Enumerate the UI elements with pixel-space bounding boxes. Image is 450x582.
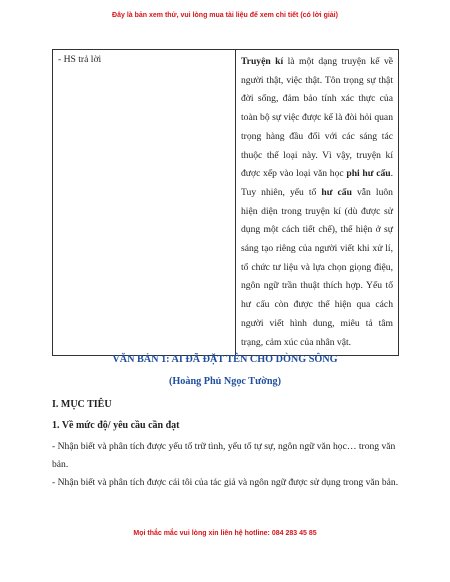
definition-text-3: vẫn luôn hiện diện trong truyện kí (dù được sử dụng một cách tiết chế), thể hiện ở sự sáng tạo riêng của người viết khi xử lí, tổ chức tư liệu và lựa chọn giọng điệu, ngôn ngữ trần thuật thích hợp. Yếu tố hư cấu còn được thể hiện qua cách người viết hình dung, miêu tả tâm trạng, cảm xúc của nhân vật. xyxy=(241,186,393,348)
section-heading: I. MỤC TIÊU xyxy=(52,399,112,410)
term-truyen-ki: Truyện kí xyxy=(241,56,284,67)
definition-text-2: . Tuy nhiên, yếu tố xyxy=(241,168,393,198)
term-phi-hu-cau: phi hư cấu xyxy=(346,168,391,180)
content-table xyxy=(52,49,399,356)
author-name: (Hoàng Phủ Ngọc Tường) xyxy=(168,376,282,387)
bullet-item: - Nhận biết và phân tích được yếu tố trữ tình, yếu tố tự sự, ngôn ngữ văn học… trong văn bản. xyxy=(52,441,396,470)
definition-cell xyxy=(236,50,399,356)
hotline-notice: Mọi thắc mắc vui lòng xin liên hệ hotline: 084 283 45 85 xyxy=(133,530,317,537)
student-answer-cell: - HS trả lời xyxy=(53,50,236,356)
text-title: VĂN BẢN 1: AI ĐÃ ĐẶT TÊN CHO DÒNG SÔNG xyxy=(112,354,338,365)
subsection-heading: 1. Về mức độ/ yêu cầu cần đạt xyxy=(52,420,180,431)
term-hu-cau: hư cấu xyxy=(321,186,352,198)
preview-notice: Đây là bản xem thử, vui lòng mua tài liệu để xem chi tiết (có lời giải) xyxy=(112,12,338,19)
definition-text-1: là một dạng truyện kể về người thật, việc thật. Tôn trọng sự thật đời sống, đảm bảo tính xác thực của toàn bộ sự việc được kể là đòi hỏi quan trọng hàng đầu đối với các sáng tác thuộc thể loại này. Vì vậy, truyện kí được xếp vào loại văn học xyxy=(241,56,393,180)
table-row xyxy=(53,50,399,356)
bullet-item: - Nhận biết và phân tích được cái tôi của tác giả và ngôn ngữ được sử dụng trong văn bản. xyxy=(52,477,399,488)
